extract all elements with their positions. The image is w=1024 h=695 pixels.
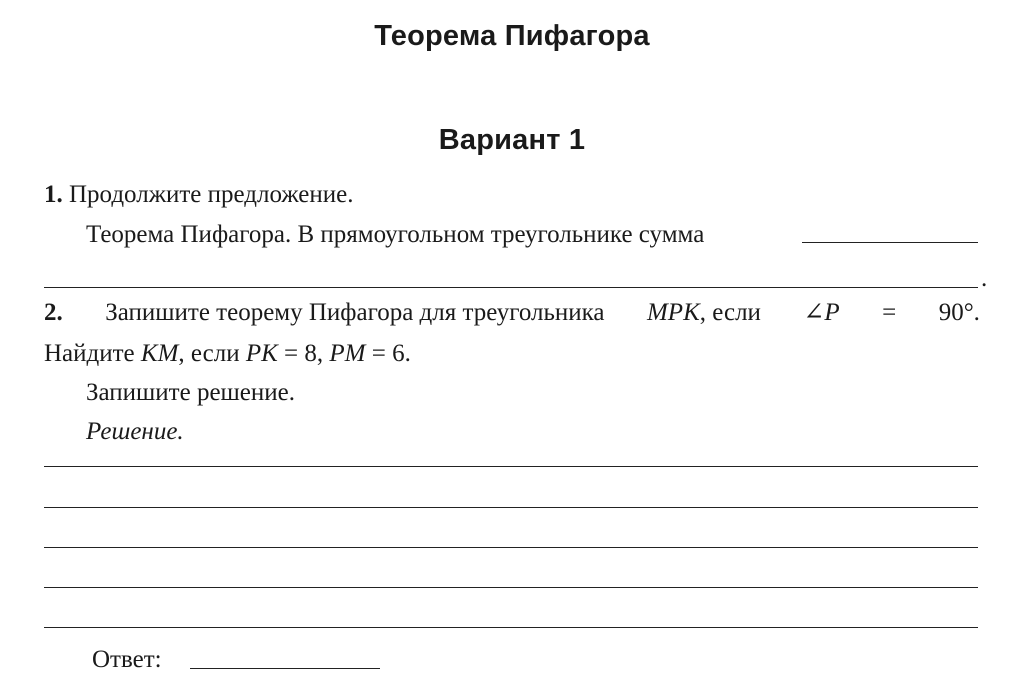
task2-side2-name: PM <box>329 340 366 367</box>
solution-line-2[interactable] <box>44 507 978 508</box>
solution-line-4[interactable] <box>44 587 978 588</box>
solution-line-1[interactable] <box>44 466 978 467</box>
task2-find-target: KM <box>140 340 179 367</box>
task2-triangle-and-condition <box>647 298 761 328</box>
task1-end-mark: . <box>981 265 988 292</box>
task2-if-word: , если <box>178 340 240 367</box>
task2-side1-value: 8, <box>304 340 324 367</box>
task2-line2: Найдите KM, если PK = 8, PM = 6. <box>44 340 411 367</box>
task2-equals: = <box>882 299 897 326</box>
task1-blank-inline[interactable] <box>802 242 978 243</box>
task2-side1-name: PK <box>245 340 278 367</box>
answer-blank[interactable] <box>190 668 380 669</box>
variant-heading: Вариант 1 <box>438 124 586 156</box>
task2-angle <box>803 298 839 328</box>
angle-sign: ∠ <box>803 299 825 326</box>
solution-line-3[interactable] <box>44 547 978 548</box>
task2-number: 2. <box>44 299 63 326</box>
task1-blank-full[interactable] <box>44 287 978 288</box>
task2-text-b: , если <box>699 299 761 326</box>
task2-solution-label: Решение. <box>86 418 184 445</box>
answer-label: Ответ: <box>92 646 162 673</box>
task2-write-solution: Запишите решение. <box>86 379 295 406</box>
task1-line <box>44 180 354 210</box>
task2-find-word: Найдите <box>44 340 135 367</box>
task2-side2-value: 6. <box>392 340 411 367</box>
task2-angle-value: 90°. <box>938 299 980 326</box>
task1-instruction: Продолжите предложение. <box>69 181 354 208</box>
task2-line1 <box>44 298 980 328</box>
task2-triangle: MPK <box>646 299 700 326</box>
task1-number: 1. <box>44 181 63 208</box>
page-title: Теорема Пифагора <box>374 20 650 52</box>
task2-text-a: Запишите теорему Пифагора для треугольника <box>105 299 605 326</box>
solution-line-5[interactable] <box>44 627 978 628</box>
task1-sentence: Теорема Пифагора. В прямоугольном треугольнике сумма <box>86 221 705 248</box>
angle-vertex: P <box>824 299 840 326</box>
